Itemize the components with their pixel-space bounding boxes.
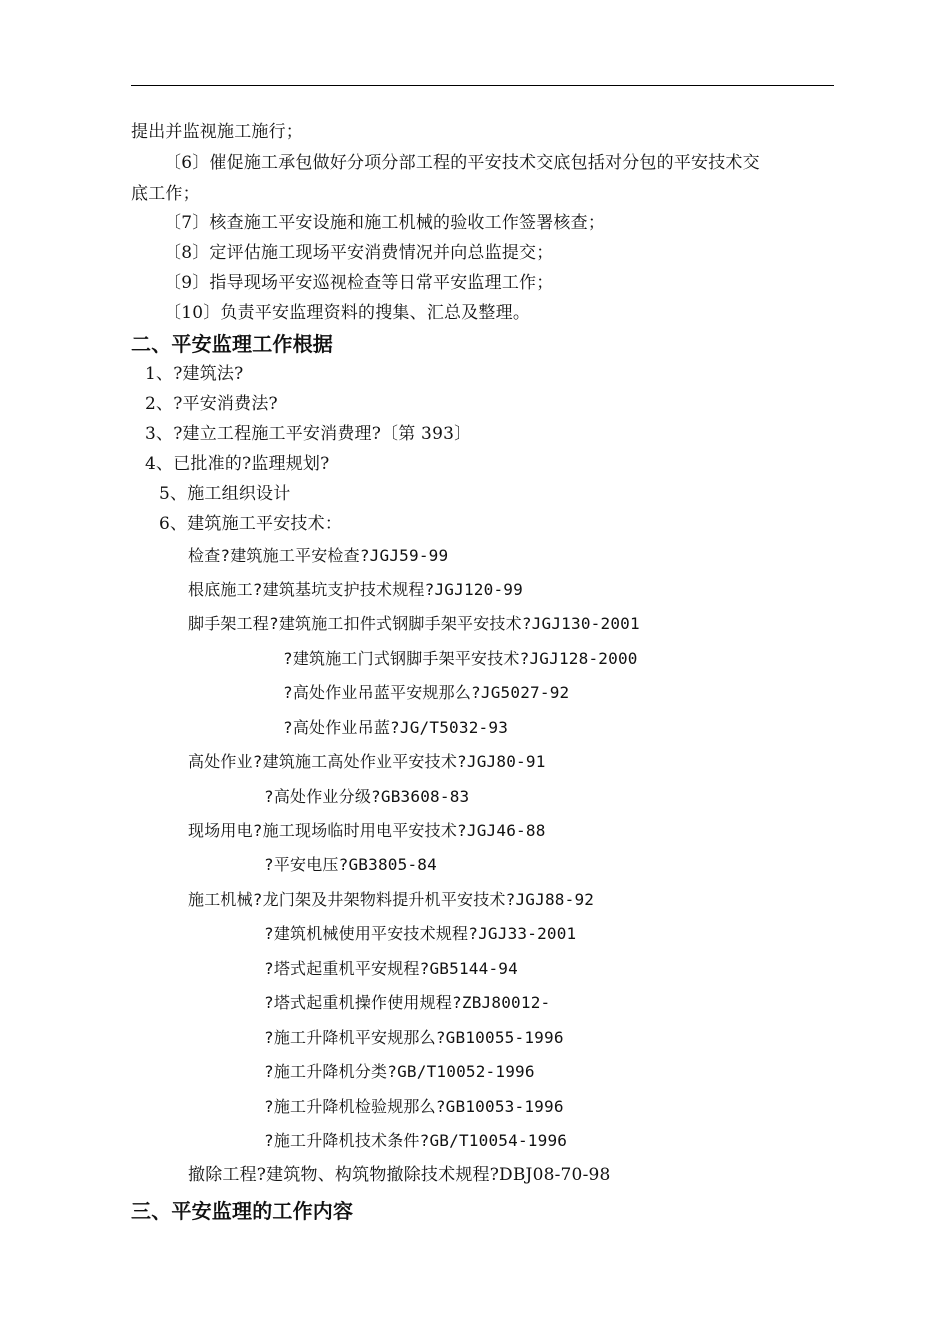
duty-item-6-line-2: 底工作；: [131, 184, 200, 204]
standard-line: ?平安电压?GB3805-84: [264, 855, 437, 874]
standard-line: ?施工升降机平安规那么?GB10055-1996: [264, 1028, 564, 1047]
standard-line: ?高处作业吊蓝平安规那么?JG5027-92: [283, 683, 570, 702]
section-2-heading: 二、平安监理工作根据: [131, 332, 333, 356]
section-3-heading: 三、平安监理的工作内容: [131, 1199, 354, 1223]
standard-line: 脚手架工程?建筑施工扣件式钢脚手架平安技术?JGJ130-2001: [188, 614, 640, 633]
standard-line: ?施工升降机分类?GB/T10052-1996: [264, 1062, 535, 1081]
duty-item-7: 〔7〕核查施工平安设施和施工机械的验收工作签署核查；: [164, 213, 606, 233]
header-rule: [131, 85, 834, 86]
standard-line: ?高处作业分级?GB3608-83: [264, 787, 470, 806]
duty-item-6-line-1: 〔6〕催促施工承包做好分项分部工程的平安技术交底包括对分包的平安技术交: [164, 153, 760, 173]
standard-line: ?施工升降机技术条件?GB/T10054-1996: [264, 1131, 568, 1150]
standard-line: 撤除工程?建筑物、构筑物撤除技术规程?DBJ08-70-98: [188, 1165, 611, 1185]
standard-line: ?建筑机械使用平安技术规程?JGJ33-2001: [264, 924, 577, 943]
basis-item-1: 1、?建筑法?: [145, 364, 244, 384]
standard-line: 高处作业?建筑施工高处作业平安技术?JGJ80-91: [188, 752, 546, 771]
standard-line: 现场用电?施工现场临时用电平安技术?JGJ46-88: [188, 821, 546, 840]
standard-line: 施工机械?龙门架及井架物料提升机平安技术?JGJ88-92: [188, 890, 595, 909]
duty-item-9: 〔9〕指导现场平安巡视检查等日常平安监理工作；: [164, 273, 554, 293]
basis-item-4: 4、已批准的?监理规划?: [145, 454, 330, 474]
basis-item-6: 6、建筑施工平安技术：: [159, 514, 343, 534]
standard-line: ?施工升降机检验规那么?GB10053-1996: [264, 1097, 564, 1116]
basis-item-2: 2、?平安消费法?: [145, 394, 278, 414]
standard-line: ?塔式起重机平安规程?GB5144-94: [264, 959, 518, 978]
basis-item-5: 5、施工组织设计: [159, 484, 291, 504]
standard-line: ?塔式起重机操作使用规程?ZBJ80012-: [264, 993, 551, 1012]
basis-item-3: 3、?建立工程施工平安消费理?〔第 393〕: [145, 424, 472, 444]
standard-line: ?高处作业吊蓝?JG/T5032-93: [283, 718, 509, 737]
duty-item-8: 〔8〕定评估施工现场平安消费情况并向总监提交；: [164, 243, 554, 263]
standard-line: 检查?建筑施工平安检查?JGJ59-99: [188, 546, 449, 565]
duty-item-10: 〔10〕负责平安监理资料的搜集、汇总及整理。: [164, 303, 531, 323]
standard-line: 根底施工?建筑基坑支护技术规程?JGJ120-99: [188, 580, 523, 599]
duty-item-5-continuation: 提出并监视施工施行；: [131, 122, 303, 142]
standard-line: ?建筑施工门式钢脚手架平安技术?JGJ128-2000: [283, 649, 638, 668]
